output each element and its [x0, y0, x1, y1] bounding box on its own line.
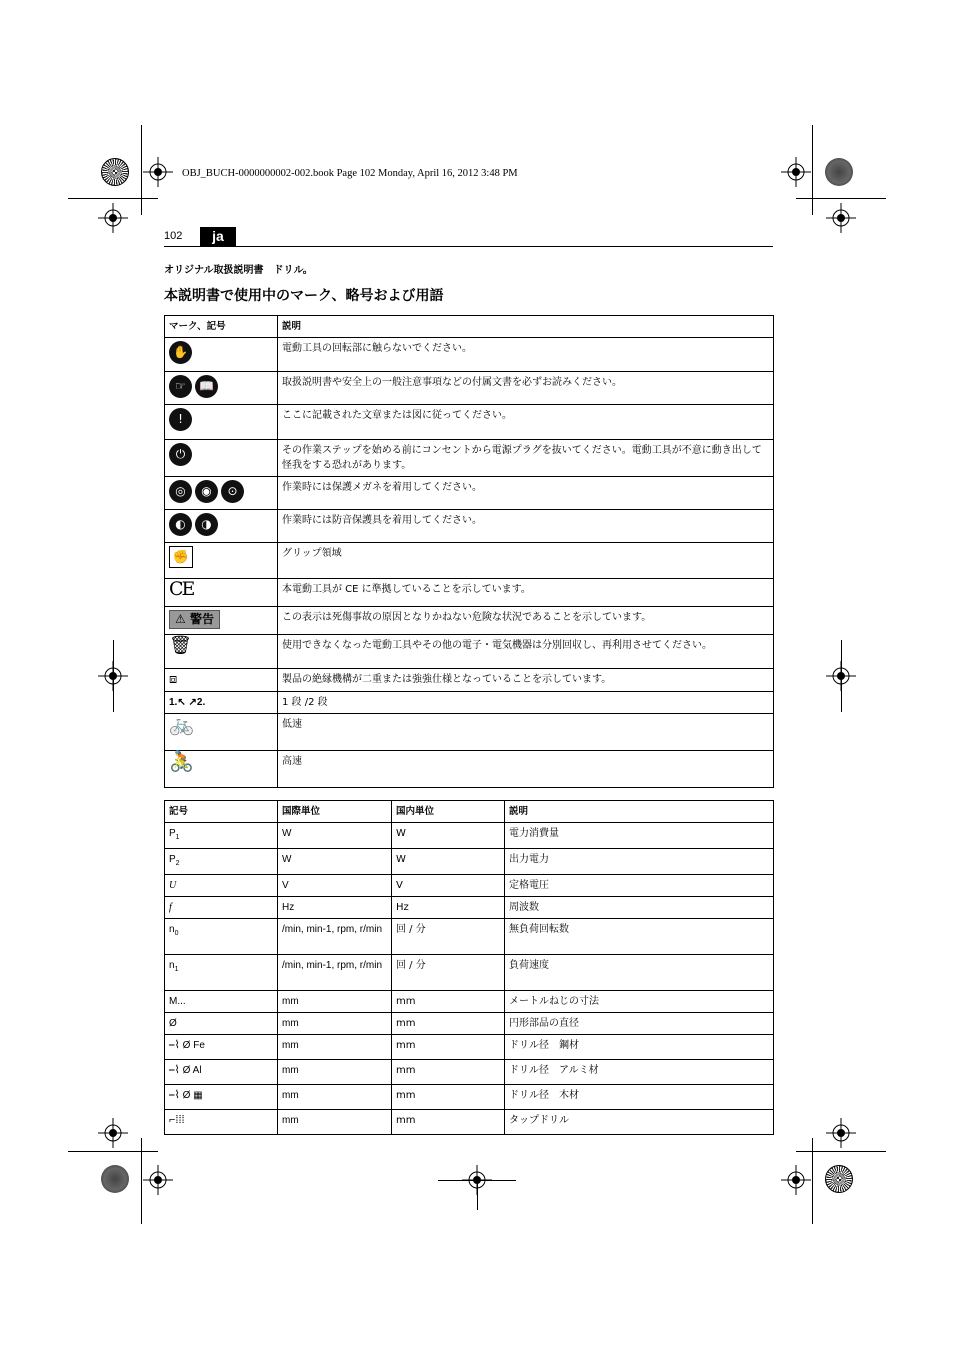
- crop-line: [141, 125, 142, 215]
- domestic-unit: mm: [392, 991, 505, 1013]
- domestic-unit: mm: [392, 1085, 505, 1110]
- domestic-unit: V: [392, 875, 505, 897]
- warning-label: 警告: [189, 612, 214, 626]
- domestic-unit: mm: [392, 1060, 505, 1085]
- read-manual-icon: ☞: [169, 375, 192, 398]
- domestic-unit: W: [392, 823, 505, 849]
- bicycle-slow-icon: 🚲: [169, 712, 194, 736]
- page-number: 102: [164, 230, 183, 242]
- unit-symbol: $P_2$: [165, 849, 278, 875]
- unit-symbol: f: [165, 897, 278, 919]
- table-row: [165, 440, 774, 477]
- tap-drill-icon: ⌐⁞⁞⁞: [169, 1114, 185, 1126]
- unit-symbol: U: [165, 875, 278, 897]
- color-target-top-right: [825, 158, 853, 186]
- intl-unit: mm: [278, 1013, 392, 1035]
- color-target-top-left: [101, 158, 129, 186]
- unit-symbol: ⎯⌇ Ø Al: [165, 1060, 278, 1085]
- table-row: [165, 405, 774, 440]
- registration-mark-icon: [781, 157, 811, 187]
- crop-line: [477, 1180, 478, 1210]
- table-row: [165, 955, 774, 991]
- unit-description: ドリル径 鋼材: [505, 1035, 774, 1060]
- registration-mark-icon: [143, 1165, 173, 1195]
- crop-line: [141, 1138, 142, 1224]
- table-row: [165, 635, 774, 669]
- gear-step-icon: 1.↖ ↗2.: [169, 697, 206, 708]
- safety-goggles-icon: ◎: [169, 480, 192, 503]
- unit-description: ドリル径 アルミ材: [505, 1060, 774, 1085]
- table-row: [165, 692, 774, 714]
- symbols-table: [164, 315, 774, 788]
- unit-description: 負荷速度: [505, 955, 774, 991]
- table-row: [165, 607, 774, 635]
- unit-description: タップドリル: [505, 1110, 774, 1135]
- domestic-unit: 回 / 分: [392, 955, 505, 991]
- color-target-bottom-right: [825, 1165, 853, 1193]
- registration-mark-icon: [98, 203, 128, 233]
- table-row: [165, 875, 774, 897]
- unplug-icon: ⏻: [169, 443, 192, 466]
- intl-unit: /min, min-1, rpm, r/min: [278, 955, 392, 991]
- table-row: [165, 579, 774, 607]
- section-title: 本説明書で使用中のマーク、略号および用語: [164, 288, 444, 304]
- ce-mark-icon: CE: [169, 578, 194, 600]
- unit-description: 出力電力: [505, 849, 774, 875]
- unit-symbol: [165, 1110, 278, 1135]
- unit-symbol: ⎯⌇ Ø ▦: [165, 1085, 278, 1110]
- unit-description: 無負荷回転数: [505, 919, 774, 955]
- unit-description: 定格電圧: [505, 875, 774, 897]
- face-shield-icon: ◉: [195, 480, 218, 503]
- ear-muffs-icon: ◑: [195, 513, 218, 536]
- column-header-description: 説明: [505, 801, 774, 823]
- crop-line: [812, 125, 813, 215]
- document-subtitle: オリジナル取扱説明書 ドリル。: [164, 265, 313, 276]
- table-row: [165, 991, 774, 1013]
- row-description: この表示は死傷事故の原因となりかねない危険な状況であることを示しています。: [278, 607, 774, 635]
- table-row: [165, 372, 774, 405]
- column-header-domestic-unit: 国内単位: [392, 801, 505, 823]
- color-target-bottom-left: [101, 1165, 129, 1193]
- unit-description: メートルねじの寸法: [505, 991, 774, 1013]
- table-row: [165, 477, 774, 510]
- intl-unit: mm: [278, 1110, 392, 1135]
- domestic-unit: mm: [392, 1013, 505, 1035]
- row-description: 取扱説明書や安全上の一般注意事項などの付属文書を必ずお読みください。: [278, 372, 774, 405]
- column-header-symbol: 記号: [165, 801, 278, 823]
- table-row: [165, 849, 774, 875]
- intl-unit: mm: [278, 1060, 392, 1085]
- row-description: 高速: [278, 751, 774, 788]
- unit-symbol: $n_0$: [165, 919, 278, 955]
- header-rule: [164, 246, 773, 247]
- unit-symbol: $n_1$: [165, 955, 278, 991]
- domestic-unit: mm: [392, 1110, 505, 1135]
- row-description: 使用できなくなった電動工具やその他の電子・電気機器は分別回収し、再利用させてください。: [278, 635, 774, 669]
- table-row: [165, 669, 774, 692]
- crop-line: [812, 1138, 813, 1224]
- do-not-touch-rotating-icon: ✋: [169, 341, 192, 364]
- language-badge: ja: [200, 227, 236, 246]
- column-header-intl-unit: 国際単位: [278, 801, 392, 823]
- intl-unit: W: [278, 823, 392, 849]
- registration-mark-icon: [781, 1165, 811, 1195]
- table-row: [165, 1013, 774, 1035]
- bicycle-fast-icon: 🚴: [169, 749, 194, 773]
- table-row: [165, 1035, 774, 1060]
- domestic-unit: mm: [392, 1035, 505, 1060]
- unit-description: ドリル径 木材: [505, 1085, 774, 1110]
- unit-description: 周波数: [505, 897, 774, 919]
- drill-steel-icon: ⎯⌇: [169, 1039, 180, 1051]
- weee-bin-icon: 🗑: [169, 635, 192, 656]
- print-slug: OBJ_BUCH-0000000002-002.book Page 102 Monday, April 16, 2012 3:48 PM: [182, 168, 518, 179]
- table-row: [165, 543, 774, 579]
- crop-line: [796, 1151, 886, 1152]
- row-description: 低速: [278, 714, 774, 751]
- crop-line: [796, 198, 886, 199]
- table-row: [165, 1085, 774, 1110]
- table-row: [165, 714, 774, 751]
- table-row: [165, 823, 774, 849]
- row-description: 作業時には保護メガネを着用してください。: [278, 477, 774, 510]
- goggles-icon: ⊙: [221, 480, 244, 503]
- crop-line: [113, 640, 114, 712]
- table-row: [165, 1110, 774, 1135]
- column-header-description: 説明: [278, 316, 774, 338]
- intl-unit: mm: [278, 1085, 392, 1110]
- ear-protection-icon: ◐: [169, 513, 192, 536]
- registration-mark-icon: [143, 157, 173, 187]
- row-description: 製品の絶縁機構が二重または強強仕様となっていることを示しています。: [278, 669, 774, 692]
- table-row: [165, 338, 774, 372]
- crop-line: [68, 198, 158, 199]
- row-description: 電動工具の回転部に触らないでください。: [278, 338, 774, 372]
- drill-wood-icon: ⎯⌇: [169, 1089, 180, 1101]
- drill-aluminium-icon: ⎯⌇: [169, 1064, 180, 1076]
- table-row: [165, 751, 774, 788]
- table-row: [165, 510, 774, 543]
- row-description: グリップ領域: [278, 543, 774, 579]
- unit-description: 円形部品の直径: [505, 1013, 774, 1035]
- warning-badge-icon: ⚠ 警告: [169, 610, 220, 629]
- row-description: 1 段 /2 段: [278, 692, 774, 714]
- intl-unit: Hz: [278, 897, 392, 919]
- domestic-unit: Hz: [392, 897, 505, 919]
- row-description: ここに記載された文章または図に従ってください。: [278, 405, 774, 440]
- unit-symbol: Ø: [165, 1013, 278, 1035]
- crop-line: [68, 1151, 158, 1152]
- registration-mark-icon: [826, 203, 856, 233]
- intl-unit: /min, min-1, rpm, r/min: [278, 919, 392, 955]
- row-description: その作業ステップを始める前にコンセントから電源プラグを抜いてください。電動工具が不意に動き出して怪我をする恐れがあります。: [278, 440, 774, 477]
- domestic-unit: W: [392, 849, 505, 875]
- table-row: [165, 897, 774, 919]
- intl-unit: V: [278, 875, 392, 897]
- crop-line: [841, 640, 842, 712]
- unit-symbol: ⎯⌇ Ø Fe: [165, 1035, 278, 1060]
- table-row: [165, 919, 774, 955]
- row-description: 本電動工具が CE に準拠していることを示しています。: [278, 579, 774, 607]
- registration-mark-icon: [98, 1118, 128, 1148]
- registration-mark-icon: [826, 1118, 856, 1148]
- units-table: [164, 800, 774, 1135]
- double-insulation-icon: ⧈: [169, 672, 178, 687]
- domestic-unit: 回 / 分: [392, 919, 505, 955]
- grip-area-icon: ✊: [169, 546, 193, 568]
- unit-symbol: $P_1$: [165, 823, 278, 849]
- column-header-symbol: マーク、記号: [165, 316, 278, 338]
- row-description: 作業時には防音保護具を着用してください。: [278, 510, 774, 543]
- book-icon: 📖: [195, 375, 218, 398]
- intl-unit: mm: [278, 1035, 392, 1060]
- unit-description: 電力消費量: [505, 823, 774, 849]
- intl-unit: W: [278, 849, 392, 875]
- unit-symbol: M...: [165, 991, 278, 1013]
- intl-unit: mm: [278, 991, 392, 1013]
- exclamation-icon: !: [169, 408, 192, 431]
- table-row: [165, 1060, 774, 1085]
